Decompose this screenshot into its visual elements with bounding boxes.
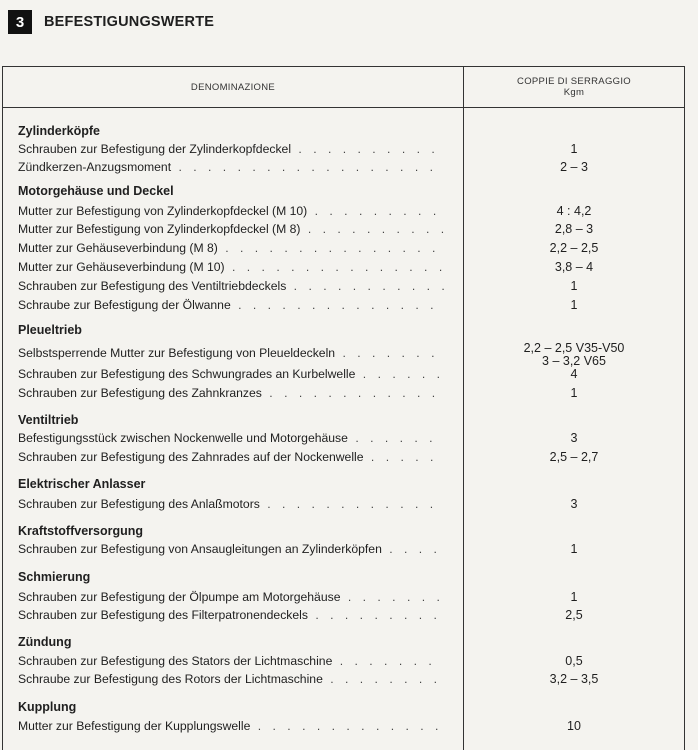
row-torque-value: [464, 241, 684, 256]
row-torque-value: [464, 608, 684, 623]
row-description: Schrauben zur Befestigung der Ölpumpe am Motorgehäuse . . .: [18, 590, 444, 605]
header-coppie: [464, 67, 684, 107]
row-description: Mutter zur Befestigung von Zylinderkopfdeckel (M 10) . . .: [18, 204, 444, 219]
row-torque-value: [464, 719, 684, 734]
row-torque-value: [464, 542, 684, 557]
row-torque-value: [464, 142, 684, 157]
row-torque-value: [464, 672, 684, 687]
torque-value: 1: [570, 542, 578, 556]
section-title: BEFESTIGUNGSWERTE: [44, 14, 215, 30]
torque-value: 1: [570, 298, 578, 312]
row-description: Selbstsperrende Mutter zur Befestigung von Pleueldeckeln . . .: [18, 346, 444, 361]
torque-value: 3,2 – 3,5: [549, 672, 599, 686]
header-denominazione: DENOMINAZIONE: [190, 81, 276, 93]
torque-value: 3: [570, 431, 578, 445]
torque-table: [2, 66, 685, 750]
group-heading-label: Elektrischer Anlasser: [18, 477, 146, 491]
torque-value: 2,2 – 2,5: [549, 241, 599, 255]
row-description: Schrauben zur Befestigung des Zahnkranzes . . .: [18, 386, 444, 401]
row-description: Schraube zur Befestigung des Rotors der Lichtmaschine . . .: [18, 672, 444, 687]
torque-value: 2,2 – 2,5 V35-V50: [523, 341, 625, 355]
section-header: [8, 10, 214, 34]
row-torque-value: [464, 450, 684, 465]
row-description: Schrauben zur Befestigung des Stators der Lichtmaschine . . .: [18, 654, 444, 669]
torque-value: 4: [570, 367, 578, 381]
torque-value: 1: [570, 590, 578, 604]
row-description: Schrauben zur Befestigung der Zylinderkopfdeckel . . .: [18, 142, 444, 157]
group-heading-label: Kupplung: [18, 700, 77, 714]
header-coppie-unit: Kgm: [563, 87, 585, 98]
row-torque-value: [464, 497, 684, 512]
row-torque-value: [464, 431, 684, 446]
row-torque-value: [464, 160, 684, 175]
group-heading-label: Schmierung: [18, 570, 91, 584]
row-torque-value: [464, 260, 684, 275]
row-torque-value: [464, 298, 684, 313]
torque-value: 3: [570, 497, 578, 511]
row-description: Mutter zur Gehäuseverbindung (M 8) . . .: [18, 241, 444, 256]
row-torque-value: [464, 342, 684, 368]
row-torque-value: [464, 367, 684, 382]
group-heading-label: Kraftstoffversorgung: [18, 524, 144, 538]
torque-value: 4 : 4,2: [556, 204, 592, 218]
row-description: Schrauben zur Befestigung des Schwungrades an Kurbelwelle . . .: [18, 367, 444, 382]
torque-value: 2 – 3: [560, 160, 588, 174]
group-heading-label: Zylinderköpfe: [18, 124, 100, 138]
torque-value: 3,8 – 4: [554, 260, 594, 274]
group-heading-label: Motorgehäuse und Deckel: [18, 184, 174, 198]
group-heading-label: Zündung: [18, 635, 72, 649]
row-description: Mutter zur Befestigung von Zylinderkopfdeckel (M 8) . . .: [18, 222, 444, 237]
row-description: Mutter zur Gehäuseverbindung (M 10) . . .: [18, 260, 444, 275]
torque-value-secondary: 3 – 3,2 V65: [542, 354, 606, 368]
row-description: Mutter zur Befestigung der Kupplungswelle . . .: [18, 719, 444, 734]
row-description: Schrauben zur Befestigung des Ventiltriebdeckels . . .: [18, 279, 444, 294]
row-torque-value: [464, 204, 684, 219]
row-torque-value: [464, 654, 684, 669]
row-torque-value: [464, 222, 684, 237]
row-torque-value: [464, 590, 684, 605]
row-torque-value: [464, 279, 684, 294]
torque-value: 2,5: [565, 608, 583, 622]
header-coppie-line1: COPPIE DI SERRAGGIO: [517, 76, 631, 87]
torque-value: 2,5 – 2,7: [549, 450, 599, 464]
row-description: Zündkerzen-Anzugsmoment . . .: [18, 160, 444, 175]
table-header: [3, 67, 684, 108]
torque-value: 1: [570, 279, 578, 293]
row-description: Schrauben zur Befestigung des Anlaßmotors . . .: [18, 497, 444, 512]
torque-value: 1: [570, 142, 578, 156]
row-description: Befestigungsstück zwischen Nockenwelle und Motorgehäuse . . .: [18, 431, 444, 446]
row-torque-value: [464, 386, 684, 401]
group-heading-label: Pleueltrieb: [18, 323, 82, 337]
row-description: Schrauben zur Befestigung von Ansaugleitungen an Zylinderköpfen . . .: [18, 542, 444, 557]
torque-value: 1: [570, 386, 578, 400]
torque-value: 10: [567, 719, 581, 733]
torque-value: 0,5: [565, 654, 583, 668]
group-heading-label: Ventiltrieb: [18, 413, 79, 427]
row-description: Schrauben zur Befestigung des Filterpatronendeckels . . .: [18, 608, 444, 623]
row-description: Schraube zur Befestigung der Ölwanne . . .: [18, 298, 444, 313]
torque-value: 2,8 – 3: [554, 222, 594, 236]
row-description: Schrauben zur Befestigung des Zahnrades auf der Nockenwelle . . .: [18, 450, 444, 465]
section-number-badge: 3: [8, 10, 32, 34]
